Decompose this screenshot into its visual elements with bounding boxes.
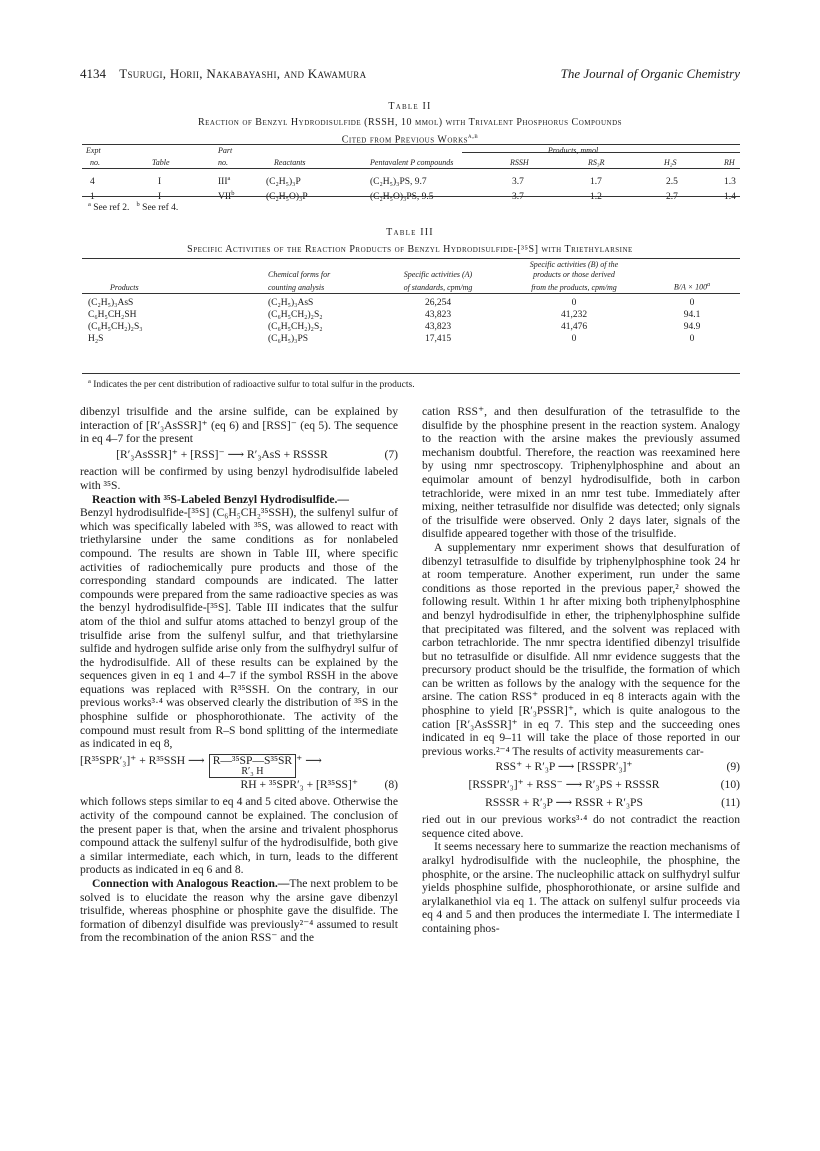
table2-caption-line1: Reaction of Benzyl Hydrodisulfide (RSSH, 10 mmol) with Trivalent Phosphorus Compounds: [197, 117, 623, 128]
table3-head-saa1: Specific activities (A): [403, 270, 473, 279]
paragraph: dibenzyl trisulfide and the arsine sulfide, can be explained by interaction of [R′₃AsSSR]⁺ (eq 6) and [RSS]⁻ (eq 5). The sequence in eq 4–7 for the present: [80, 405, 398, 446]
table3-row: H₂S (C₆H₅)₃PS 17,415 0 0: [88, 333, 695, 344]
table3-head-ratio: $B/A \times 100^a$: [673, 282, 711, 292]
equation-8-line2: RH + ³⁵SPR′₃ + [R³⁵SS]⁺ (8): [240, 777, 398, 791]
right-column: [422, 405, 740, 936]
table2-head-part2: no.: [218, 157, 228, 167]
table2-head-rh: RH: [724, 157, 735, 167]
table2-head-rssh: RSSH: [510, 157, 529, 167]
table2-head-expt2: no.: [90, 157, 100, 167]
author-names: Tsurugi, Horii, Nakabayashi, and Kawamura: [119, 66, 367, 81]
table3-head-sab3: from the products, cpm/mg: [531, 282, 617, 292]
page-number: 4134: [80, 66, 106, 81]
table2-row: 1 I VII$^b$ (C₂H₅O)₃P (C₂H₅O)₃PS, 9.5 3.7 1.2 2.7 1.4: [90, 189, 736, 202]
table3-head-chem1: Chemical forms for: [268, 270, 331, 279]
table2-head-reactants: Reactants: [274, 157, 306, 167]
table2-row: 4 I III$^a$ (C₂H₅)₃P (C₂H₅)₃PS, 9.7 3.7 1.7 2.5 1.3: [90, 174, 736, 187]
paragraph: which follows steps similar to eq 4 and 5 cited above. Otherwise the activity of the compound cannot be explained. The conclusion of the present paper is that, when the arsine and trivalent phosphorus compound attack the sulfenyl sulfur of the hydrodisulfide, both give a similar intermediate, each which, in turn, leads to the different products as indicated in eq 6 and 8.: [80, 795, 398, 877]
paragraph: cation RSS⁺, and then desulfuration of the tetrasulfide to the disulfide by the phosphine present in the reaction system. Analogy to the reaction with the arsine makes the previously assumed mechanism doubtful. Therefore, the reaction was reexamined here by using nmr spectroscopy. Triphenylphosphine and about an equimolar amount of benzyl hydrodisulfide, both in carbon tetrachloride, were mixed in an nmr test tube. Immediately after mixing, neither tetrasulfide nor disulfide was detected; only signals of the trisulfide were observed. Only 2 days later, signals of the disulfide appeared together with those of the trisulfide.: [422, 405, 740, 541]
table3-row: C₆H₅CH₂SH (C₆H₅CH₂)₂S₂ 43,823 41,232 94.1: [88, 309, 701, 320]
paragraph: ried out in our previous works³·⁴ do not contradict the reaction sequence cited above.: [422, 813, 740, 840]
table3-head-chem2: counting analysis: [268, 282, 325, 292]
equation-10: [RSSPR′₃]⁺ + RSS⁻ ⟶ R′₃PS + RSSSR (10): [468, 778, 740, 792]
journal-name: The Journal of Organic Chemistry: [560, 66, 740, 81]
running-head: [80, 66, 740, 84]
paragraph: Benzyl hydrodisulfide-[³⁵S] (C₆H₅CH₂³⁵SSH), the sulfenyl sulfur of which was specifically labeled with ³⁵S, was allowed to react with triethylarsine under the same conditions as for nonlabeled compound. The results are shown in Table III, where specific activities of radiochemically pure products and those of the corresponding standard compounds are indicated. The latter compounds were prepared from the same radioactive species as was the benzyl hydrodisulfide-[³⁵S]. Table III indicates that the sulfur atom of the thiol and sulfur atoms attached to benzyl group of the trisulfide arise from the sulfenyl sulfur, and that triethylarsine sulfide and hydrogen sulfide arise only from the sulfhydryl sulfur of the hydrodisulfide. All of these results can be explained by the sequences given in eq 1 and 4–7 if the symbol RSSH in the above equations was replaced with R³⁵SSH. On the contrary, in our previous works³·⁴ was observed clearly the distribution of ³⁵S in the phosphine sulfide or phosphorothionate. The activity of the compound must result from R–S bond splitting of the intermediate as indicated in eq 8,: [80, 506, 398, 751]
table2-head-expt1: Expt: [86, 146, 101, 155]
table2-caption-sup: a,b: [468, 132, 479, 140]
table3-head-sab1: Specific activities (B) of the: [529, 260, 619, 269]
equation-9: RSS⁺ + R′₃P ⟶ [RSSPR′₃]⁺ (9): [495, 760, 740, 774]
table3-row: (C₂H₅)₃AsS (C₂H₅)₃AsS 26,254 0 0: [88, 297, 695, 308]
paragraph: Connection with Analogous Reaction.—The next problem to be solved is to elucidate the reason why the arsine gave dibenzyl trisulfide, whereas phosphine or phosphite gave the disulfide. The formation of dibenzyl disulfide was previously²⁻⁴ assumed to result from the recombination of the anion RSS⁻ and the: [80, 877, 398, 945]
table3-footnote: $^a$ Indicates the per cent distribution of radioactive sulfur to total sulfur in the products.: [88, 378, 415, 391]
equation-8-line1: [R³⁵SPR′₃]⁺ + R³⁵SSH ⟶ R—³⁵SP—S³⁵SR R′₃ H ⁺ ⟶: [80, 753, 322, 777]
table3-caption: Specific Activities of the Reaction Products of Benzyl Hydrodisulfide-[³⁵S] with Triethylarsine: [187, 244, 633, 255]
table2-head-products-group: Products, mmol: [547, 146, 599, 155]
table2: [82, 146, 740, 203]
table3-label: Table III: [386, 227, 434, 238]
table2-label: Table II: [388, 101, 432, 112]
table2-bottom-rule: [82, 196, 740, 197]
table2-head-table: Table: [152, 157, 170, 167]
table2-head-pentavalent: Pentavalent P compounds: [370, 157, 454, 167]
paragraph: A supplementary nmr experiment shows that desulfuration of dibenzyl tetrasulfide to disulfide by triphenylphosphine took 24 hr at room temperature. Another experiment, run under the same conditions as those reported in the previous paper,² showed the following result. Within 1 hr after mixing both triphenylphosphine and benzyl hydrodisulfide in ether, the triphenylphosphine sulfide that precipitated was filtered, and the solvent was replaced with carbon tetrachloride. The nmr spectra identified dibenzyl trisulfide but no tetrasulfide or disulfide. All nmr evidence suggests that the precursory product should be the trisulfide, the formation of which can be written as follows by the analogy with the sequence for the arsine. The cation RSS⁺ produced in eq 8 interacts again with the phosphine to yield [R′₃PSSR]⁺, which is quite analogous to the cation [R′₃AsSSR]⁺ in eq 7. This step and the succeeding ones indicated in eq 9–11 will take the place of those reported in our previous works.²⁻⁴ The results of activity measurements car-: [422, 540, 740, 758]
section-heading: Connection with Analogous Reaction.—: [92, 877, 290, 890]
table3-head-saa2: of standards, cpm/mg: [403, 282, 473, 292]
equation-11: RSSSR + R′₃P ⟶ RSSR + R′₃PS (11): [485, 795, 740, 809]
paragraph: reaction will be confirmed by using benzyl hydrodisulfide labeled with ³⁵S.: [80, 465, 398, 492]
paragraph: It seems necessary here to summarize the reaction mechanisms of aralkyl hydrodisulfide with the nucleophile, the phosphine, the phosphite, or the arsine. The nucleophilic attack on sulfhydryl sulfur yields phosphine sulfide, phosphorothionate, or arsine sulfide and arylalkanethiol via eq 1. The attack on sulfenyl sulfur proceeds via eq 4 and 5 and then produces the intermediate I. The intermediate I containing phos-: [422, 840, 740, 935]
table3-head-sab2: products or those derived: [533, 270, 615, 279]
table3: [82, 260, 740, 345]
table2-top-rule: [82, 144, 740, 145]
section-heading: Reaction with ³⁵S-Labeled Benzyl Hydrodisulfide.—: [92, 492, 349, 506]
table3-bottom-rule: [82, 373, 740, 374]
table2-head-h2s: H₂S: [664, 157, 677, 167]
table3-head-products: Products: [110, 282, 139, 292]
left-column: [80, 405, 398, 945]
table2-footnotes: $^a$ See ref 2. $^b$ See ref 4.: [88, 201, 179, 214]
equation-7: [R′₃AsSSR]⁺ + [RSS]⁻ ⟶ R′₃AsS + RSSSR (7): [116, 447, 398, 461]
table2-caption-line2: Cited from Previous Works$^{a,b}$: [341, 132, 479, 146]
paragraph: [80, 493, 398, 507]
table3-top-rule: [82, 258, 740, 259]
table2-head-part1: Part: [218, 146, 233, 155]
table3-row: (C₆H₅CH₂)₂S₃ (C₆H₅CH₂)₂S₂ 43,823 41,476 94.9: [88, 321, 701, 332]
table2-head-rssr: RS₃R: [588, 157, 605, 167]
